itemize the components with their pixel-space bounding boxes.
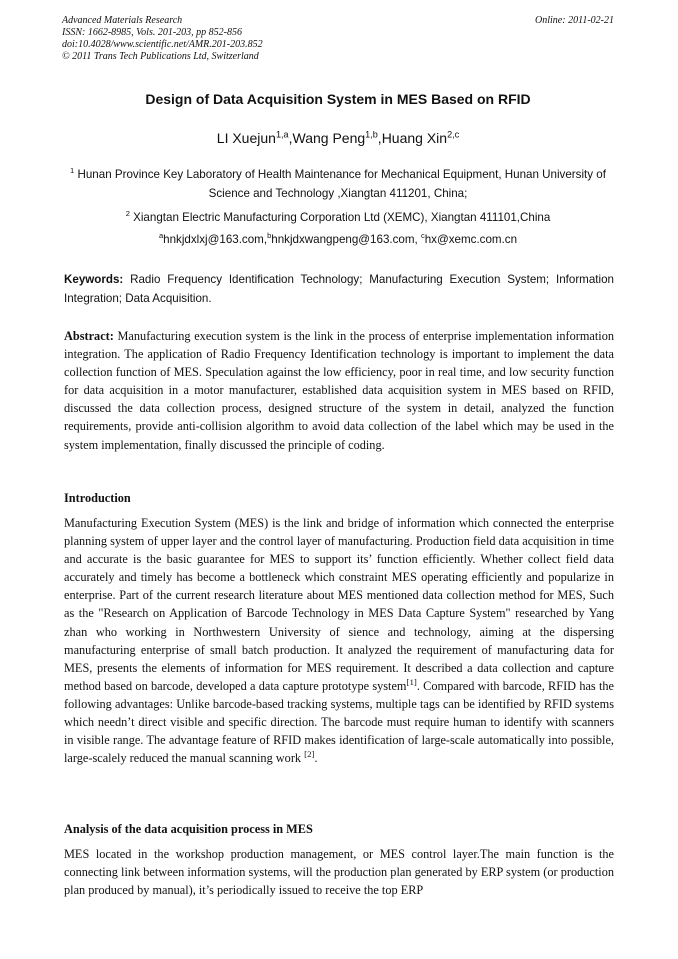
keywords-text: Radio Frequency Identification Technology; Manufacturing Execution System; Information Integration; Data Acquisition. <box>64 273 614 305</box>
introduction-text: . <box>314 751 318 766</box>
affiliation-text: Xiangtan Electric Manufacturing Corporation Ltd (XEMC), Xiangtan 411101,China <box>133 211 551 224</box>
email-mark: a <box>158 231 164 241</box>
author-list <box>62 130 614 146</box>
introduction-text: Manufacturing Execution System (MES) is the link and bridge of information which connected the enterprise planning system of upper layer and the control layer of manufacturing. Production field data acquisition in time and accurate is the basic guarantee for MES to support its’ function efficiently. Whether collect field data accurately and timely has become a bottleneck which constraint MES operating efficiently and popularize in enterprise. Part of the current research literature about MES mentioned data collection method for MES, Such as the "Research on Application of Barcode Technology in MES Data Capture System" researched by Yang zhan who working in Northwestern University of sience and technology, aiming at the dispersing manufacturing enterprise of small batch production. It analyzed the requirement of manufacturing data for MES, presents the elements of information for MES requirement. It described a data collection and capture method based on barcode, developed a data capture prototype system <box>64 516 614 693</box>
abstract-block <box>64 327 614 454</box>
affiliation-number: 1 <box>70 166 75 176</box>
affiliation-number: 2 <box>125 209 130 219</box>
keywords-label: Keywords: <box>64 273 124 286</box>
doi-line: doi:10.4028/www.scientific.net/AMR.201-203.852 <box>62 39 263 50</box>
affiliation-1 <box>62 165 614 203</box>
introduction-paragraph <box>64 514 614 767</box>
author-name: Wang Peng <box>292 130 366 146</box>
online-date: Online: 2011-02-21 <box>535 15 614 26</box>
abstract-text: Manufacturing execution system is the link in the process of enterprise implementation information integration. The application of Radio Frequency Identification technology is important to implement the data collection function of MES. Speculation against the low efficiency, poor in real time, and low security function for data acquisition in a motor manufacturer, established data acquisition system in MES based on RFID, discussed the data collection process, designed structure of the system in detail, analyzed the function requirements, provide anti-collision algorithm to avoid data collection of the label which may be used in the system implementation, finally discussed the principle of coding. <box>64 329 614 452</box>
author-separator: , <box>288 130 293 146</box>
affiliation-text: Hunan Province Key Laboratory of Health Maintenance for Mechanical Equipment, Hunan University of Science and Technology ,Xiangtan 411201, China; <box>77 168 606 200</box>
author-affiliation-mark: 2,c <box>447 129 460 140</box>
email-address: hnkjdxwangpeng@163.com, <box>271 233 421 246</box>
author-name: LI Xuejun <box>216 130 276 146</box>
email-address: hnkjdxlxj@163.com, <box>163 233 268 246</box>
introduction-heading: Introduction <box>64 491 131 505</box>
affiliation-2 <box>62 208 614 227</box>
journal-header <box>62 15 263 63</box>
email-mark: b <box>267 231 272 241</box>
analysis-heading: Analysis of the data acquisition process in MES <box>64 822 313 836</box>
introduction-text: . Compared with barcode, RFID has the following advantages: Unlike barcode-based tracking systems, multiple tags can be identified by RFID systems which needn’t direct visible and specific direction. The barcode must require human to identify with scanners in visible range. The advantage feature of RFID makes identification of large-scale automatically into possible, large-scalely reduced the manual scanning work <box>64 678 615 766</box>
issn-line: ISSN: 1662-8985, Vols. 201-203, pp 852-856 <box>62 27 242 38</box>
author-separator: , <box>377 130 382 146</box>
author-affiliation-mark: 1,a <box>275 129 289 140</box>
copyright-line: © 2011 Trans Tech Publications Ltd, Switzerland <box>62 51 259 62</box>
email-list <box>62 233 614 246</box>
author-name: Huang Xin <box>381 130 448 146</box>
email-address: hx@xemc.com.cn <box>424 233 518 246</box>
abstract-label: Abstract: <box>64 329 114 343</box>
citation-mark: [1] <box>406 676 417 687</box>
email-mark: c <box>420 231 425 241</box>
keywords-block <box>64 271 614 308</box>
citation-mark: [2] <box>304 749 315 760</box>
analysis-paragraph: MES located in the workshop production management, or MES control layer.The main function is the connecting link between information systems, will the production plan generated by ERP system (or production plan produced by manual), it’s periodically issued to receive the top ERP <box>64 847 614 898</box>
author-affiliation-mark: 1,b <box>365 129 378 140</box>
journal-name: Advanced Materials Research <box>62 15 183 26</box>
paper-title: Design of Data Acquisition System in MES Based on RFID <box>145 91 531 107</box>
